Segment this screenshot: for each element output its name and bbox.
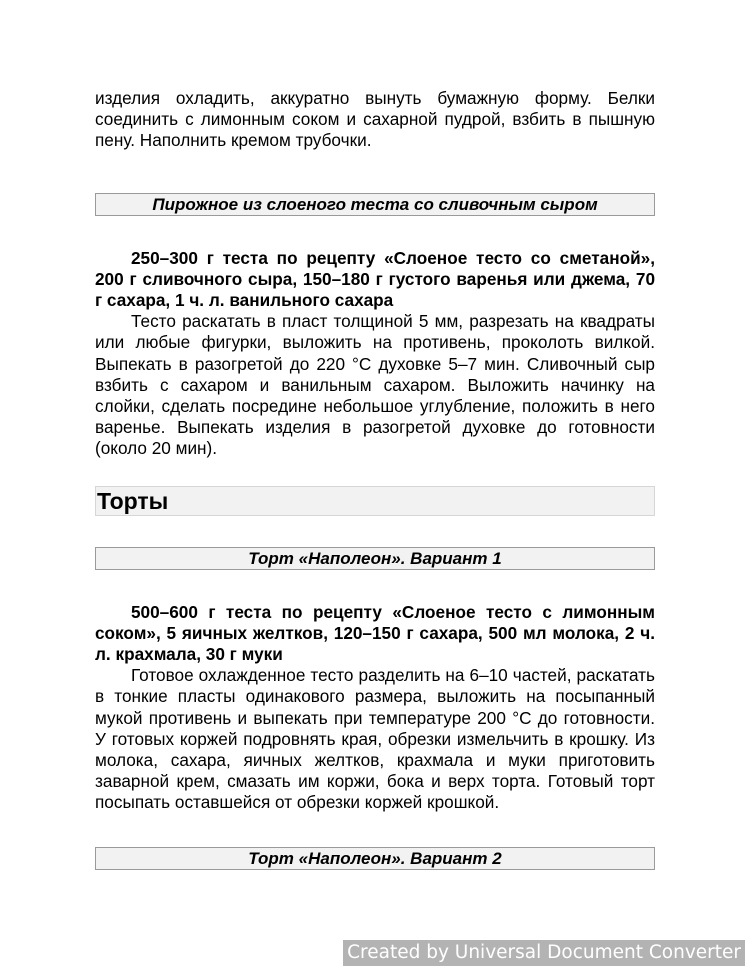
converter-watermark: Created by Universal Document Converter xyxy=(343,940,745,966)
spacer xyxy=(95,570,655,602)
spacer xyxy=(95,216,655,248)
recipe-ingredients-cheese-pastry: 250–300 г теста по рецепту «Слоеное тесто со сметаной», 200 г сливочного сыра, 150–180 г густого варенья или джема, 70 г сахара, 1 ч. л. ванильного сахара xyxy=(95,247,655,311)
recipe-title-napoleon-2: Торт «Наполеон». Вариант 2 xyxy=(95,847,655,870)
section-title-cakes: Торты xyxy=(95,486,655,516)
recipe-title-napoleon-1: Торт «Наполеон». Вариант 1 xyxy=(95,547,655,570)
recipe-instructions-cheese-pastry: Тесто раскатать в пласт толщиной 5 мм, разрезать на квадраты или любые фигурки, выложить на противень, проколоть вилкой. Выпекать в разогретой до 220 °С духовке 5–7 мин. Сливочный сыр взбить с сахаром и ванильным сахаром. Выложить начинку на слойки, сделать посредине небольшое углубление, положить в него варенье. Выпекать изделия в разогретой духовке до готовности (около 20 мин). xyxy=(95,311,655,459)
spacer xyxy=(95,460,655,486)
recipe-instructions-napoleon-1: Готовое охлажденное тесто разделить на 6–10 частей, раскатать в тонкие пласты одинакового размера, выложить на посыпанный мукой противень и выпекать при температуре 200 °С до готовности. У готовых коржей подровнять края, обрезки измельчить в крошку. Из молока, сахара, яичных желтков, крахмала и муки приготовить заварной крем, смазать им коржи, бока и верх торта. Готовый торт посыпать оставшейся от обрезки коржей крошкой. xyxy=(95,665,655,813)
document-page xyxy=(95,88,655,870)
recipe-ingredients-napoleon-1: 500–600 г теста по рецепту «Слоеное тесто с лимонным соком», 5 яичных желтков, 120–150 г сахара, 500 мл молока, 2 ч. л. крахмала, 30 г муки xyxy=(95,601,655,665)
spacer xyxy=(95,814,655,847)
intro-paragraph: изделия охладить, аккуратно вынуть бумажную форму. Белки соединить с лимонным соком и сахарной пудрой, взбить в пышную пену. Наполнить кремом трубочки. xyxy=(95,88,655,151)
spacer xyxy=(95,152,655,193)
recipe-title-cheese-pastry: Пирожное из слоеного теста со сливочным сыром xyxy=(95,193,655,216)
spacer xyxy=(95,516,655,547)
